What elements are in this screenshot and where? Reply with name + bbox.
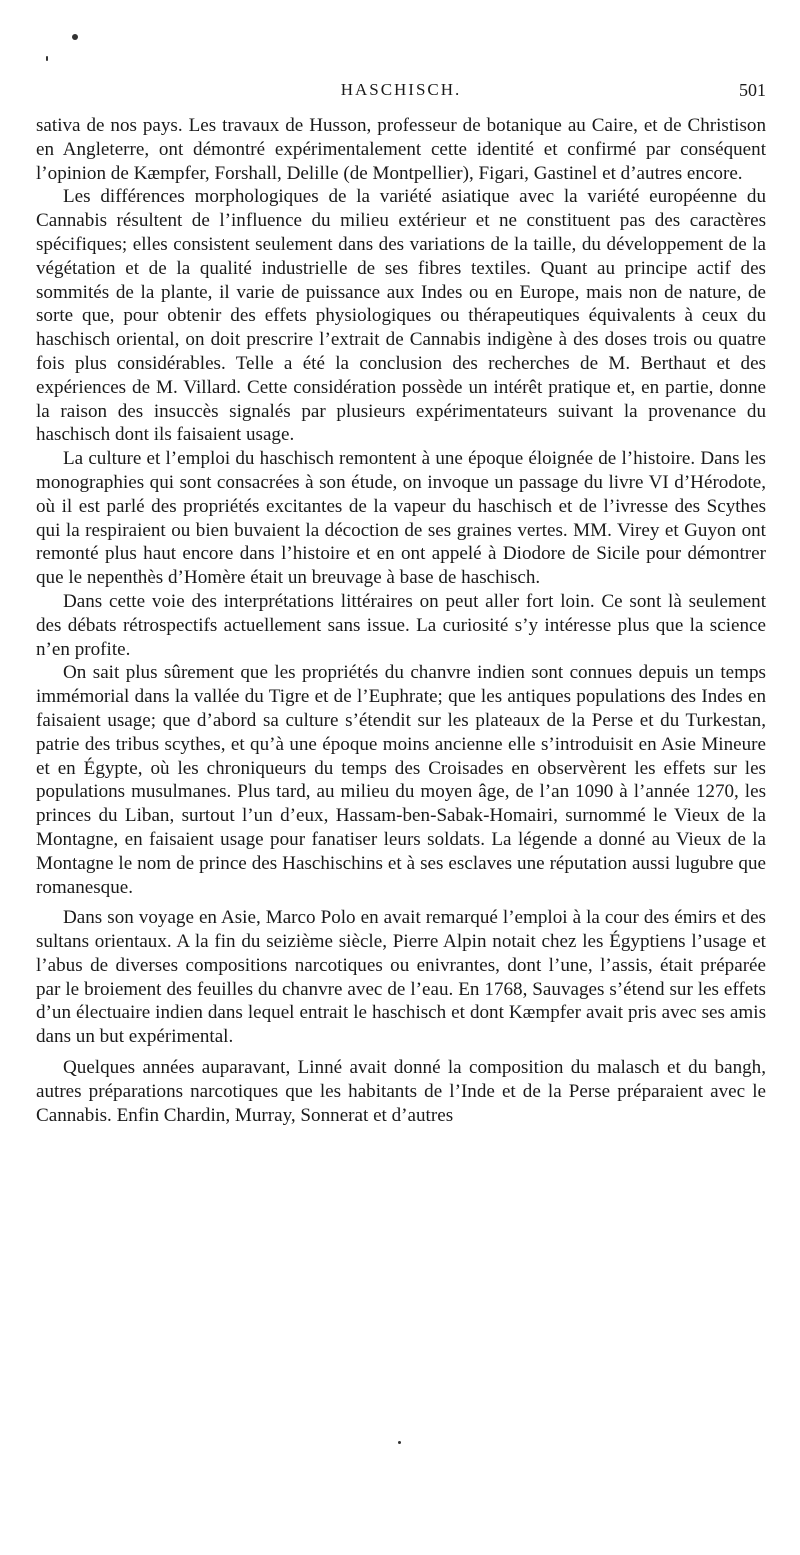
page-number: 501 (739, 80, 766, 100)
scan-speck (72, 34, 78, 40)
scan-speck (46, 56, 48, 61)
paragraph-6: Dans son voyage en Asie, Marco Polo en avait remarqué l’emploi à la cour des émirs et des sultans orientaux. A la fin du seizième siècle, Pierre Alpin notait chez les Égyptiens l’usage et l’abus de diverses compositions narcotiques ou enivrantes, dont l’une, l’assis, était préparée par le broiement des feuilles du chanvre avec de l’eau. En 1768, Sauvages s’étend sur les effets d’un électuaire indien dans lequel entrait le haschisch et dont Kæmpfer avait pris avec ses amis dans un but expérimental. (36, 907, 766, 1048)
paragraph-3: La culture et l’emploi du haschisch remontent à une époque éloignée de l’histoire. Dans les monographies qui sont consacrées à son étude, on invoque un passage du livre VI d’Hérodote, où il est parlé des propriétés excitantes de la vapeur du haschisch et de l’ivresse des Scythes qui la respiraient ou bien buvaient la décoction de ses graines vertes. MM. Virey et Guyon ont remonté plus haut encore dans l’histoire et en ont appelé à Diodore de Sicile pour démontrer que le nepenthès d’Homère était un breuvage à base de haschisch. (36, 448, 766, 589)
paragraph-2: Les différences morphologiques de la variété asiatique avec la variété européenne du Cannabis résultent de l’influence du milieu extérieur et ne constituent pas des caractères spécifiques; elles consistent seulement dans des variations de la taille, du développement de la végétation et de la qualité industrielle de ses fibres textiles. Quant au principe actif des sommités de la plante, il varie de puissance aux Indes ou en Europe, mais non de nature, de sorte que, pour obtenir des effets physiologiques ou thérapeutiques équivalents à ceux du haschisch oriental, on doit prescrire l’extrait de Cannabis indigène à des doses trois ou quatre fois plus considérables. Telle a été la conclusion des recherches de M. Berthaut et des expériences de M. Villard. Cette considération possède un intérêt pratique et, en partie, donne la raison des insuccès signalés par plusieurs expérimentateurs suivant la provenance du haschisch dont ils faisaient usage. (36, 186, 766, 446)
running-title: HASCHISCH. (340, 80, 462, 99)
document-page (36, 0, 766, 1127)
paragraph-4: Dans cette voie des interprétations littéraires on peut aller fort loin. Ce sont là seulement des débats rétrospectifs actuellement sans issue. La curiosité s’y intéresse plus que la science n’en profite. (36, 590, 766, 660)
running-header (36, 80, 766, 110)
paragraph-1: sativa de nos pays. Les travaux de Husson, professeur de botanique au Caire, et de Christison en Angleterre, ont démontré expérimentalement cette identité et confirmé par conséquent l’opinion de Kæmpfer, Forshall, Delille (de Montpellier), Figari, Gastinel et d’autres encore. (36, 115, 766, 184)
paragraph-5: On sait plus sûrement que les propriétés du chanvre indien sont connues depuis un temps immémorial dans la vallée du Tigre et de l’Euphrate; que les antiques populations des Indes en faisaient usage; que d’abord sa culture s’étendit sur les plateaux de la Perse et du Turkestan, patrie des tribus scythes, et qu’à une époque moins ancienne elle s’introduisit en Asie Mineure et en Égypte, où les chroniqueurs du temps des Croisades en observèrent les effets sur les populations musulmanes. Plus tard, au milieu du moyen âge, de l’an 1090 à l’année 1270, les princes du Liban, surtout l’un d’eux, Hassam-ben-Sabak-Homairi, surnommé le Vieux de la Montagne, en faisaient usage pour fanatiser leurs soldats. La légende a donné au Vieux de la Montagne le nom de prince des Haschischins et à ses esclaves une réputation aussi lugubre que romanesque. (36, 662, 766, 898)
scan-speck (398, 1441, 401, 1444)
body-text (36, 114, 766, 1127)
paragraph-7: Quelques années auparavant, Linné avait donné la composition du malasch et du bangh, autres préparations narcotiques que les habitants de l’Inde et de la Perse préparaient avec le Cannabis. Enfin Chardin, Murray, Sonnerat et d’autres (36, 1057, 766, 1126)
